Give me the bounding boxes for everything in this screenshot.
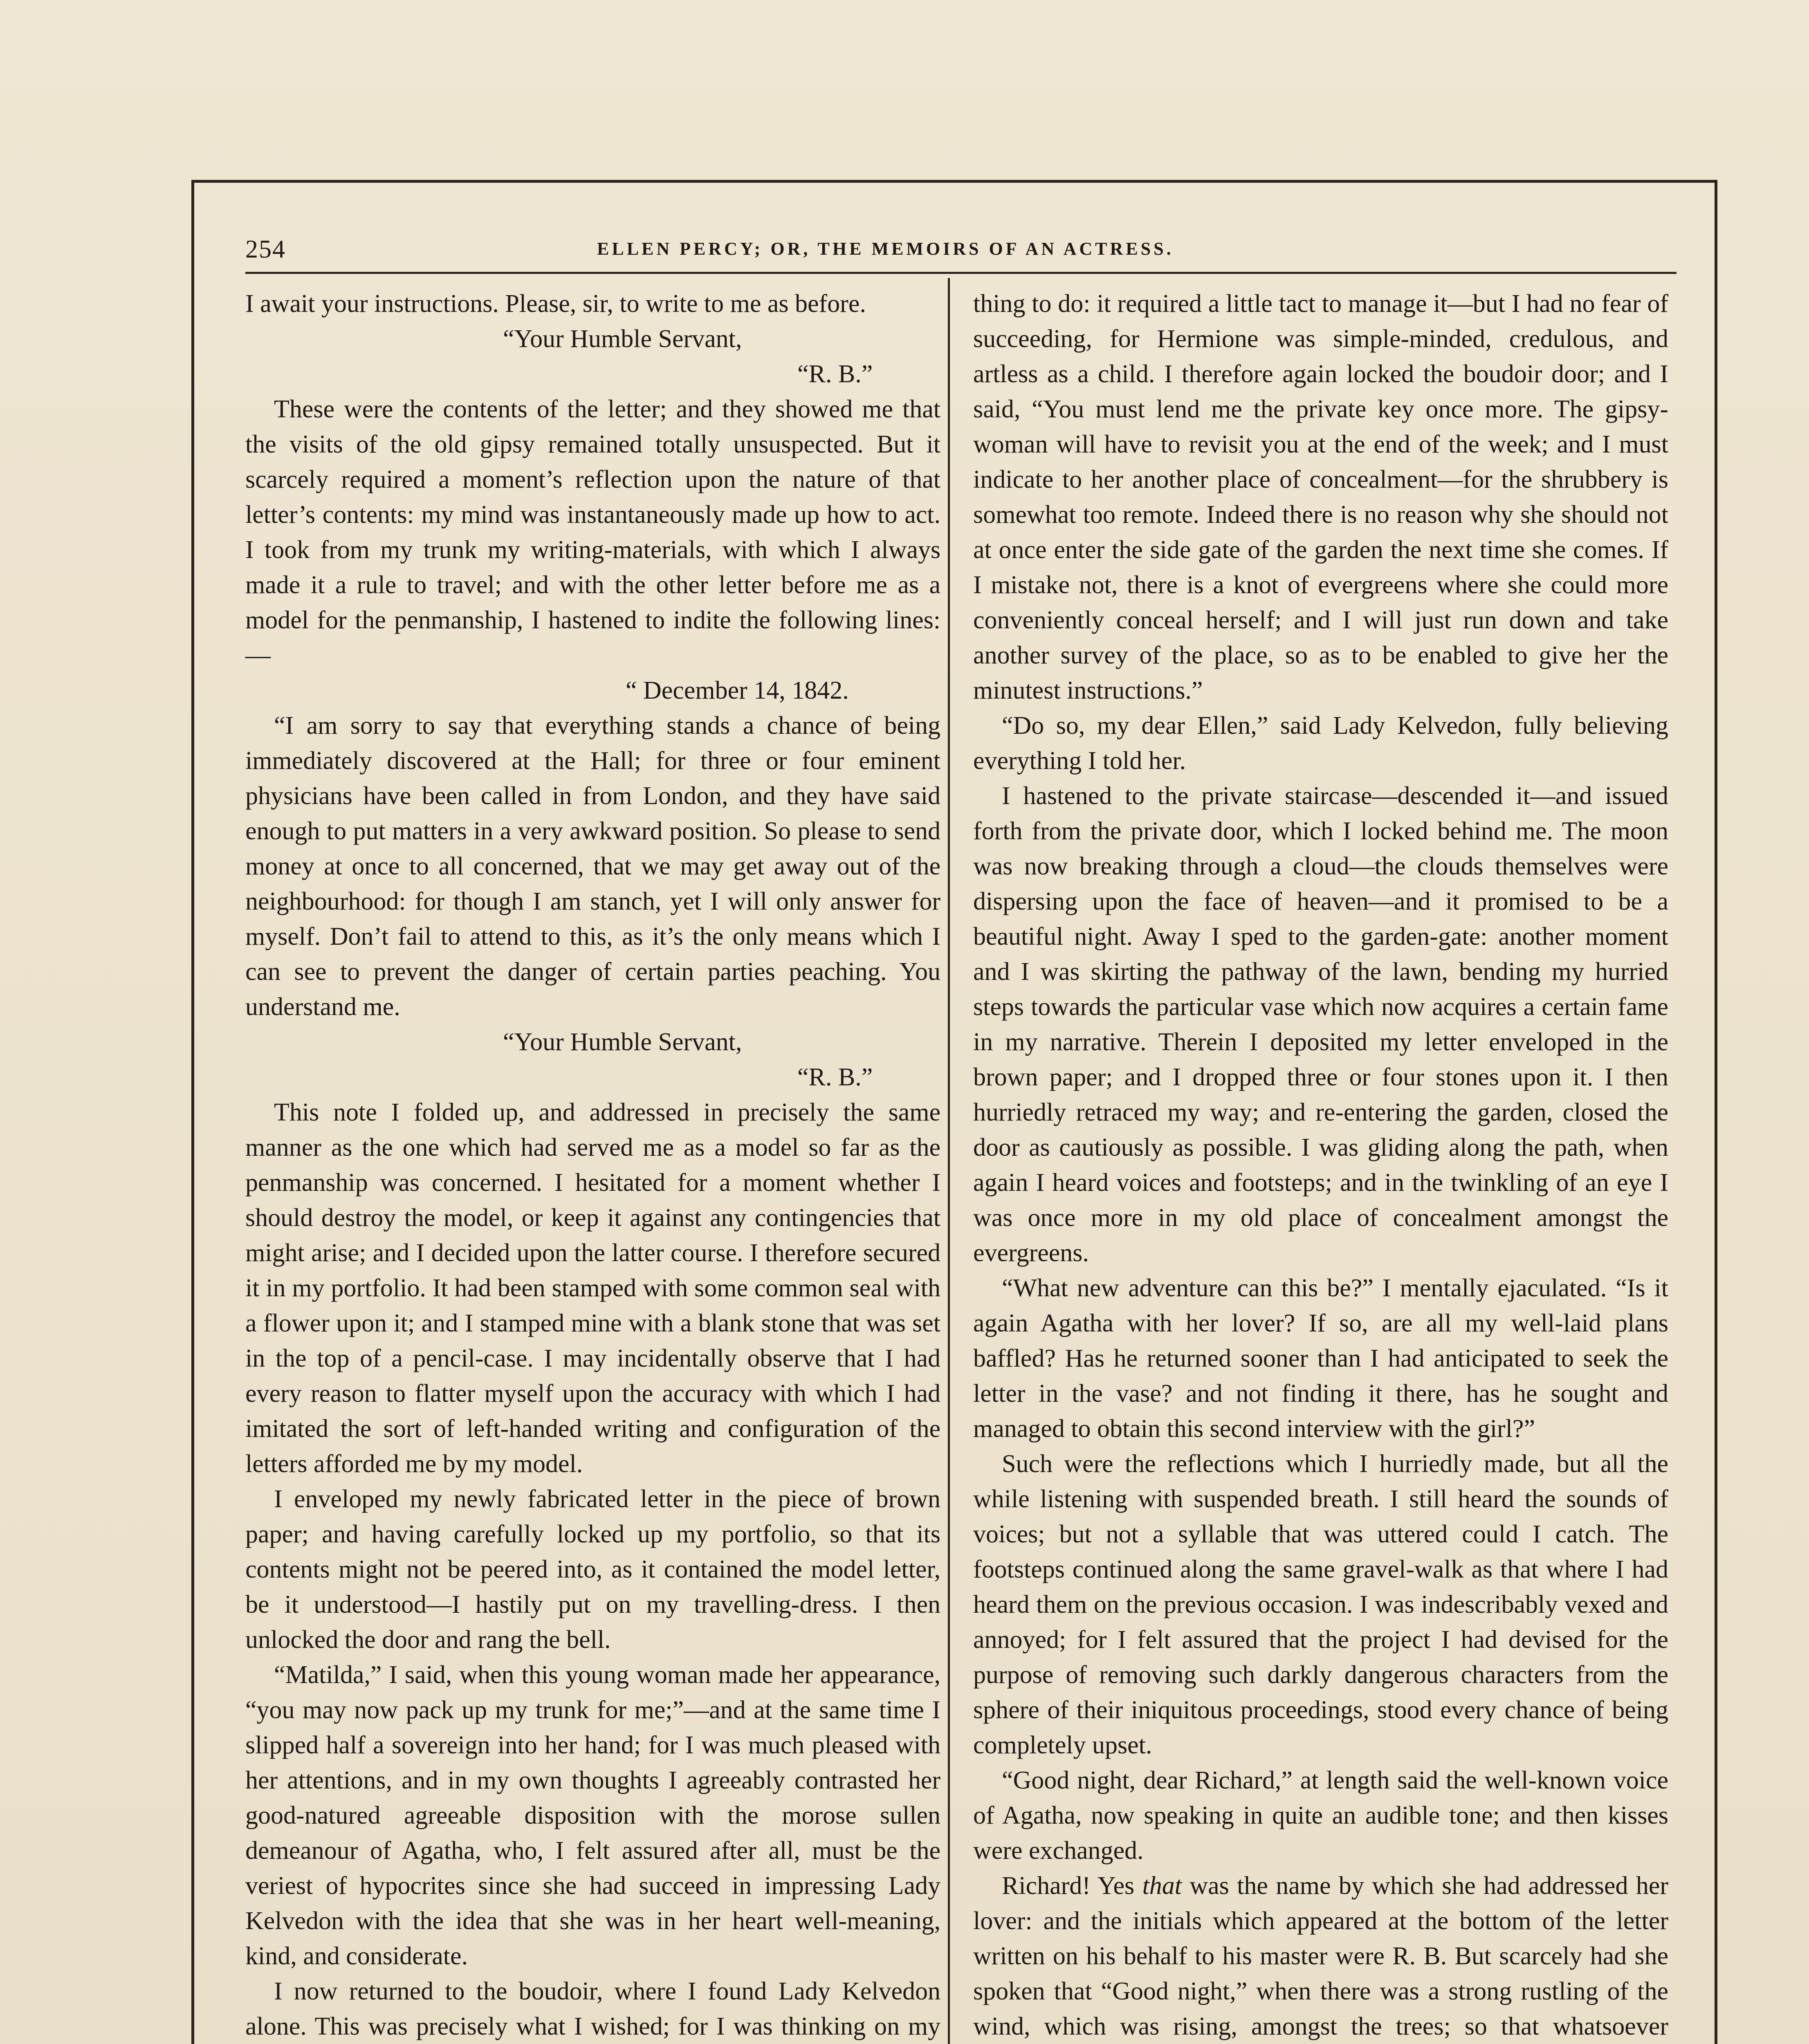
paragraph: “Matilda,” I said, when this young woman made her appearance, “you may now pack up my trunk for me;”—and at the same time I slipped half a sovereign into her hand; for I was much pleased with her attentions, and in my own thoughts I agreeably contrasted her good-natured agreeable disposition with the morose sullen demeanour of Agatha, who, I felt assured after all, must be the veriest of hypocrites since she had succeed in impressing Lady Kelvedon with the idea that she was in her heart well-meaning, kind, and considerate. xyxy=(245,1661,940,1970)
paragraph: “Do so, my dear Ellen,” said Lady Kelvedon, fully believing everything I told her. xyxy=(973,712,1668,775)
paragraph-text: Richard! Yes xyxy=(1002,1872,1142,1900)
left-column xyxy=(245,286,940,2044)
letter-closing: “Your Humble Servant, xyxy=(503,325,742,353)
paragraph: I enveloped my newly fabricated letter in the piece of brown paper; and having carefully locked up my portfolio, so that its contents might not be peered into, as it contained the model letter, be it understood—I hastily put on my travelling-dress. I then unlocked the door and rang the bell. xyxy=(245,1485,940,1654)
paragraph-text: was the name by which she had addressed her lover: and the initials which appeared at the bottom of the letter written on his behalf to his master were R. B. But scarcely had she spoken that “Good night,” when there was a strong rustling of the wind, which was rising, amongst the trees; so that whatsoever xyxy=(973,1872,1669,2040)
paragraph: “What new adventure can this be?” I mentally ejaculated. “Is it again Agatha with her lover? If so, are all my well-laid plans baffled? Has he returned sooner than I had anticipated to seek the letter in the vase? and not finding it there, has he sought and managed to obtain this second interview with the girl?” xyxy=(973,1274,1668,1443)
letter-date: “ December 14, 1842. xyxy=(626,677,849,704)
letter-initials: “R. B.” xyxy=(797,1063,873,1091)
paragraph: I now returned to the boudoir, where I found Lady Kelvedon alone. This was precisely what I wished; for I was thinking on my xyxy=(245,1977,940,2040)
paragraph xyxy=(973,1868,1668,2044)
column-divider xyxy=(948,278,950,2044)
paragraph: I hastened to the private staircase—descended it—and issued forth from the private door, which I locked behind me. The moon was now breaking through a cloud—the clouds themselves were dispersing upon the face of heaven—and it promised to be a beautiful night. Away I sped to the garden-gate: another moment and I was skirting the pathway of the lawn, bending my hurried steps towards the particular vase which now acquires a certain fame in my narrative. Therein I deposited my letter enveloped in the brown paper; and I dropped three or four stones upon it. I then hurriedly retraced my way; and re-entering the garden, closed the door as cautiously as possible. I was gliding along the path, when again I heard voices and footsteps; and in the twinkling of an eye I was once more in my old place of concealment amongst the evergreens. xyxy=(973,782,1668,1267)
running-title: ELLEN PERCY; OR, THE MEMOIRS OF AN ACTRESS. xyxy=(597,239,1174,259)
paragraph: “I am sorry to say that everything stands a chance of being immediately discovered at the Hall; for three or four eminent physicians have been called in from London, and they have said enough to put matters in a very awkward position. So please to send money at once to all concerned, that we may get away out of the neighbourhood: for though I am stanch, yet I will only answer for myself. Don’t fail to attend to this, as it’s the only means which I can see to prevent the danger of certain parties peaching. You understand me. xyxy=(245,712,940,1021)
paragraph: This note I folded up, and addressed in precisely the same manner as the one which had served me as a model so far as the penmanship was concerned. I hesitated for a moment whether I should destroy the model, or keep it against any contingencies that might arise; and I decided upon the latter course. I therefore secured it in my portfolio. It had been stamped with some common seal with a flower upon it; and I stamped mine with a blank stone that was set in the top of a pencil-case. I may incidentally observe that I had every reason to flatter myself upon the accuracy with which I had imitated the sort of left-handed writing and configuration of the letters afforded me by my model. xyxy=(245,1098,940,1478)
letter-initials: “R. B.” xyxy=(797,360,873,388)
page-number: 254 xyxy=(245,235,286,263)
running-head xyxy=(245,235,1677,264)
right-column xyxy=(973,286,1668,2044)
letter-closing: “Your Humble Servant, xyxy=(503,1028,742,1056)
paragraph: Such were the reflections which I hurriedly made, but all the while listening with suspended breath. I still heard the sounds of voices; but not a syllable that was uttered could I catch. The footsteps continued along the same gravel-walk as that where I had heard them on the previous occasion. I was indescribably vexed and annoyed; for I felt assured that the project I had devised for the purpose of removing such darkly dangerous characters from the sphere of their iniquitous proceedings, stood every chance of being completely upset. xyxy=(973,1450,1668,1759)
paragraph: These were the contents of the letter; and they showed me that the visits of the old gipsy remained totally unsuspected. But it scarcely required a moment’s reflection upon the nature of that letter’s contents: my mind was instantaneously made up how to act. I took from my trunk my writing-materials, with which I always made it a rule to travel; and with the other letter before me as a model for the penmanship, I hastened to indite the following lines:— xyxy=(245,395,940,669)
header-rule xyxy=(245,272,1677,274)
paragraph: “Good night, dear Richard,” at length said the well-known voice of Agatha, now speaking in quite an audible tone; and then kisses were exchanged. xyxy=(973,1766,1668,1865)
emphasis-text: that xyxy=(1142,1872,1182,1900)
letter-opening: I await your instructions. Please, sir, to write to me as before. xyxy=(245,290,866,318)
paragraph: thing to do: it required a little tact to manage it—but I had no fear of succeeding, for Hermione was simple-minded, credulous, and artless as a child. I therefore again locked the boudoir door; and I said, “You must lend me the private key once more. The gipsy-woman will have to revisit you at the end of the week; and I must indicate to her another place of concealment—for the shrubbery is somewhat too remote. Indeed there is no reason why she should not at once enter the side gate of the garden the next time she comes. If I mistake not, there is a knot of evergreens where she could more conveniently conceal herself; and I will just run down and take another survey of the place, so as to be enabled to give her the minutest instructions.” xyxy=(973,290,1668,704)
